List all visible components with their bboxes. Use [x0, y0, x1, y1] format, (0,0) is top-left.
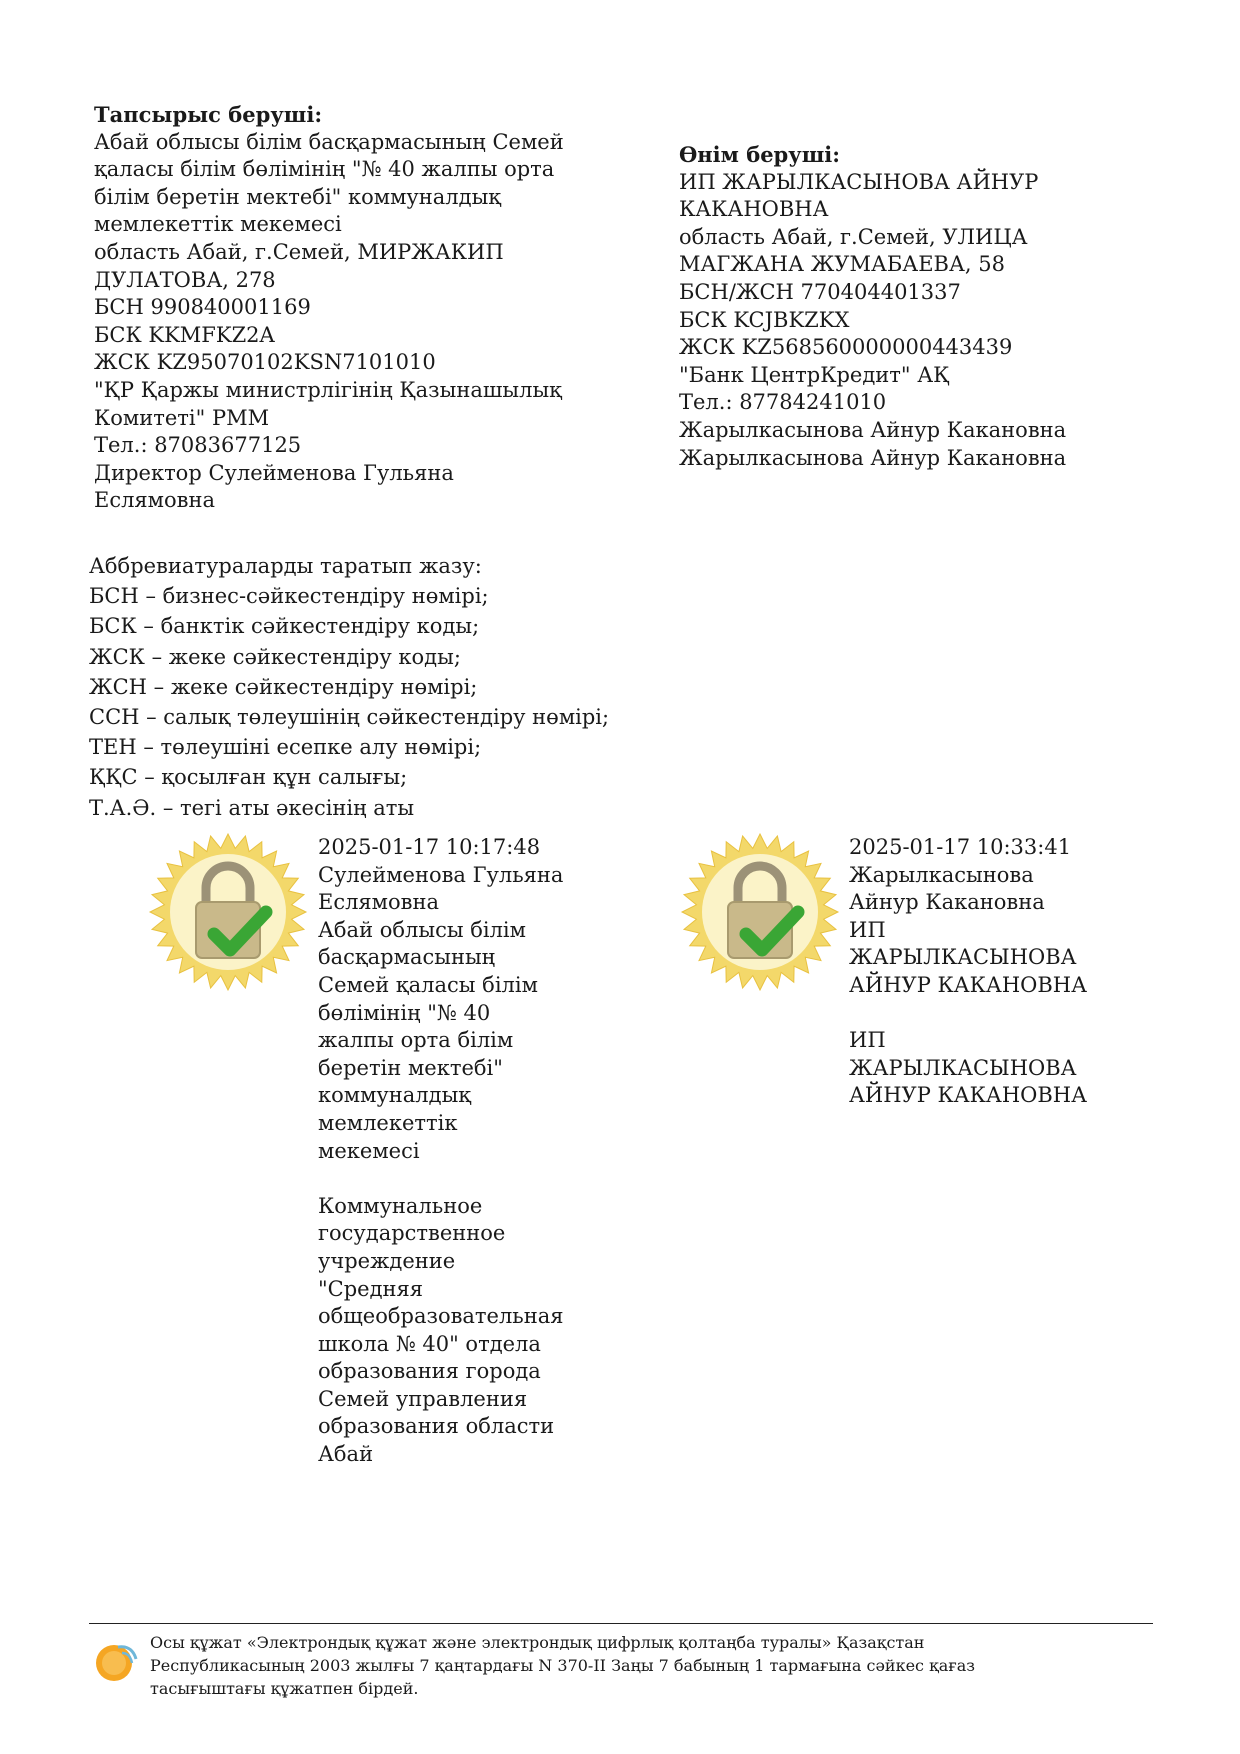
customer-line: Еслямовна	[94, 488, 215, 513]
signature-line: общеобразовательная	[318, 1304, 564, 1329]
customer-line: "ҚР Қаржы министрлігінің Қазынашылық	[94, 377, 562, 402]
signature-line: учреждение	[318, 1248, 456, 1273]
signature-line: Коммунальное	[318, 1193, 483, 1218]
signature-line: АЙНУР КАКАНОВНА	[849, 972, 1088, 997]
signature-line: жалпы орта білім	[318, 1028, 514, 1053]
supplier-line: ИП ЖАРЫЛКАСЫНОВА АЙНУР	[679, 169, 1039, 194]
supplier-line: "Банк ЦентрКредит" АҚ	[679, 362, 950, 387]
footer-divider	[89, 1623, 1153, 1624]
abbreviation-line: ССН – салық төлеушінің сәйкестендіру нөмірі;	[89, 705, 610, 730]
supplier-line: ЖСК KZ568560000000443439	[679, 335, 1013, 360]
customer-line: қаласы білім бөлімінің "№ 40 жалпы орта	[94, 157, 555, 182]
customer-line: Комитеті" РММ	[94, 405, 270, 430]
signature-spacer	[318, 1165, 564, 1193]
customer-line: Тел.: 87083677125	[94, 433, 302, 458]
signature-line: ЖАРЫЛКАСЫНОВА	[849, 1055, 1077, 1080]
signature-line: "Средняя	[318, 1276, 424, 1301]
supplier-block	[679, 141, 1239, 472]
abbreviation-line: ҚҚС – қосылған құн салығы;	[89, 765, 408, 790]
abbreviations-block	[89, 551, 609, 823]
supplier-line: Жарылкасынова Айнур Какановна	[679, 445, 1067, 470]
signature-line: Абай	[318, 1442, 374, 1467]
supplier-line: БСН/ЖСН 770404401337	[679, 279, 961, 304]
signature-line: мемлекеттік	[318, 1110, 458, 1135]
signature-2-text	[849, 834, 1087, 1110]
supplier-line: Жарылкасынова Айнур Какановна	[679, 417, 1067, 442]
signature-line: ЖАРЫЛКАСЫНОВА	[849, 945, 1077, 970]
signature-1-text	[318, 834, 564, 1469]
signature-line: Сулейменова Гульяна	[318, 862, 564, 887]
customer-line: Абай облысы білім басқармасының Семей	[94, 129, 564, 154]
footer-legal-note	[150, 1631, 1150, 1700]
signature-line: школа № 40" отдела	[318, 1331, 541, 1356]
signature-line: Семей управления	[318, 1386, 528, 1411]
abbreviation-line: БСН – бизнес-сәйкестендіру нөмірі;	[89, 584, 489, 609]
signature-spacer	[849, 1000, 1087, 1028]
abbreviations-heading: Аббревиатураларды таратып жазу:	[89, 554, 482, 578]
supplier-line: область Абай, г.Семей, УЛИЦА	[679, 224, 1028, 249]
abbreviation-line: Т.А.Ә. – тегі аты әкесінің аты	[89, 795, 415, 820]
abbreviation-line: ЖСК – жеке сәйкестендіру коды;	[89, 644, 461, 669]
footer-line: тасығыштағы құжатпен бірдей.	[150, 1679, 419, 1698]
signature-line: Абай облысы білім	[318, 917, 526, 942]
customer-line: БСН 990840001169	[94, 295, 311, 320]
customer-line: ДУЛАТОВА, 278	[94, 267, 276, 292]
customer-line: БСК KKMFKZ2A	[94, 322, 275, 347]
supplier-heading: Өнім беруші:	[679, 142, 840, 167]
signature-timestamp: 2025-01-17 10:33:41	[849, 835, 1072, 859]
egov-sun-logo-icon	[92, 1637, 140, 1685]
customer-heading: Тапсырыс беруші:	[94, 102, 323, 127]
customer-line: ЖСК KZ95070102KSN7101010	[94, 350, 436, 375]
supplier-line: БСК KCJBKZKX	[679, 307, 850, 332]
abbreviation-line: ЖСН – жеке сәйкестендіру нөмірі;	[89, 674, 478, 699]
customer-line: білім беретін мектебі" коммуналдық	[94, 184, 502, 209]
signature-line: Еслямовна	[318, 890, 439, 915]
signature-line: ИП	[849, 1028, 886, 1053]
customer-line: область Абай, г.Семей, МИРЖАКИП	[94, 239, 504, 264]
signature-line: Айнур Какановна	[849, 890, 1045, 915]
abbreviation-line: ТЕН – төлеушіні есепке алу нөмірі;	[89, 735, 482, 760]
customer-line: мемлекеттік мекемесі	[94, 212, 342, 237]
supplier-line: Тел.: 87784241010	[679, 390, 887, 415]
signature-line: бөлімінің "№ 40	[318, 1000, 491, 1025]
signature-line: государственное	[318, 1221, 506, 1246]
customer-block	[94, 101, 654, 515]
signature-line: образования города	[318, 1359, 541, 1384]
signature-line: Семей қаласы білім	[318, 972, 538, 997]
padlock-checkmark-seal-icon	[148, 832, 308, 992]
footer-line: Осы құжат «Электрондық құжат және электрондық цифрлық қолтаңба туралы» Қазақстан	[150, 1633, 925, 1652]
signature-line: Жарылкасынова	[849, 862, 1034, 887]
signature-line: басқармасының	[318, 945, 496, 970]
signature-line: коммуналдық	[318, 1083, 472, 1108]
footer-line: Республикасының 2003 жылғы 7 қаңтардағы N 370-II Заңы 7 бабының 1 тармағына сәйкес қағаз	[150, 1656, 975, 1675]
signature-line: мекемесі	[318, 1138, 420, 1163]
padlock-checkmark-seal-icon	[680, 832, 840, 992]
signature-line: беретін мектебі"	[318, 1055, 503, 1080]
signature-timestamp: 2025-01-17 10:17:48	[318, 835, 541, 859]
signature-line: ИП	[849, 917, 886, 942]
abbreviation-line: БСК – банктік сәйкестендіру коды;	[89, 614, 480, 639]
customer-line: Директор Сулейменова Гульяна	[94, 460, 454, 485]
signature-line: АЙНУР КАКАНОВНА	[849, 1083, 1088, 1108]
supplier-line: МАГЖАНА ЖУМАБАЕВА, 58	[679, 252, 1005, 277]
signature-line: образования области	[318, 1414, 555, 1439]
supplier-line: КАКАНОВНА	[679, 197, 829, 222]
